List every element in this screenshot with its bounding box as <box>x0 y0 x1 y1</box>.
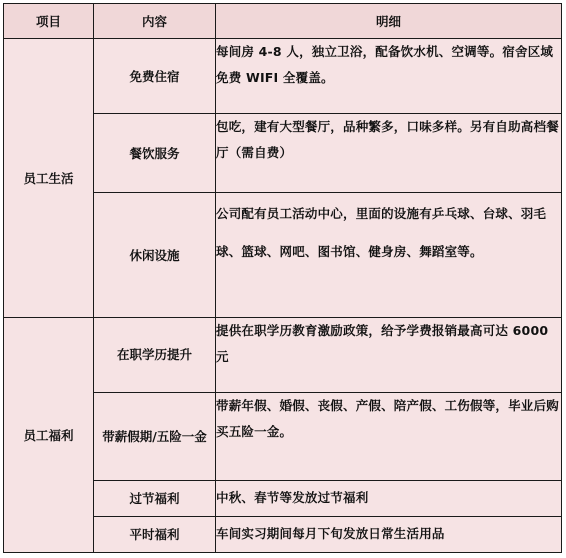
header-row <box>4 4 562 39</box>
item-label: 过节福利 <box>129 490 180 506</box>
category-employee-life: 员工生活 <box>4 39 94 318</box>
item-label: 带薪假期/五险一金 <box>102 429 207 445</box>
item-free-housing <box>94 39 216 114</box>
detail-daily: 车间实习期间每月下旬发放日常生活用品 <box>216 516 562 552</box>
table-row <box>4 317 562 392</box>
detail-dining: 包吃，建有大型餐厅，品种繁多，口味多样。另有自助高档餐厅（需自费） <box>216 114 562 193</box>
header-item: 内容 <box>94 4 216 39</box>
table-row <box>4 39 562 114</box>
detail-free-housing: 每间房 4-8 人，独立卫浴，配备饮水机、空调等。宿舍区域免费 WIFI 全覆盖。 <box>216 39 562 114</box>
item-paid-leave <box>94 392 216 480</box>
benefits-table <box>3 3 562 553</box>
detail-education: 提供在职学历教育激励政策，给予学费报销最高可达 6000 元 <box>216 317 562 392</box>
item-daily <box>94 516 216 552</box>
item-leisure <box>94 193 216 318</box>
detail-holiday: 中秋、春节等发放过节福利 <box>216 481 562 516</box>
item-label: 休闲设施 <box>129 247 180 263</box>
item-label: 在职学历提升 <box>116 347 192 363</box>
detail-leisure: 公司配有员工活动中心，里面的设施有乒乓球、台球、羽毛球、篮球、网吧、图书馆、健身房、舞蹈室等。 <box>216 193 562 318</box>
item-label: 免费住宿 <box>129 68 180 84</box>
category-employee-benefits: 员工福利 <box>4 317 94 552</box>
detail-paid-leave: 带薪年假、婚假、丧假、产假、陪产假、工伤假等，毕业后购买五险一金。 <box>216 392 562 480</box>
item-education <box>94 317 216 392</box>
item-label: 餐饮服务 <box>129 145 180 161</box>
item-dining <box>94 114 216 193</box>
item-label: 平时福利 <box>129 526 180 542</box>
header-category: 项目 <box>4 4 94 39</box>
header-detail: 明细 <box>216 4 562 39</box>
item-holiday <box>94 481 216 516</box>
